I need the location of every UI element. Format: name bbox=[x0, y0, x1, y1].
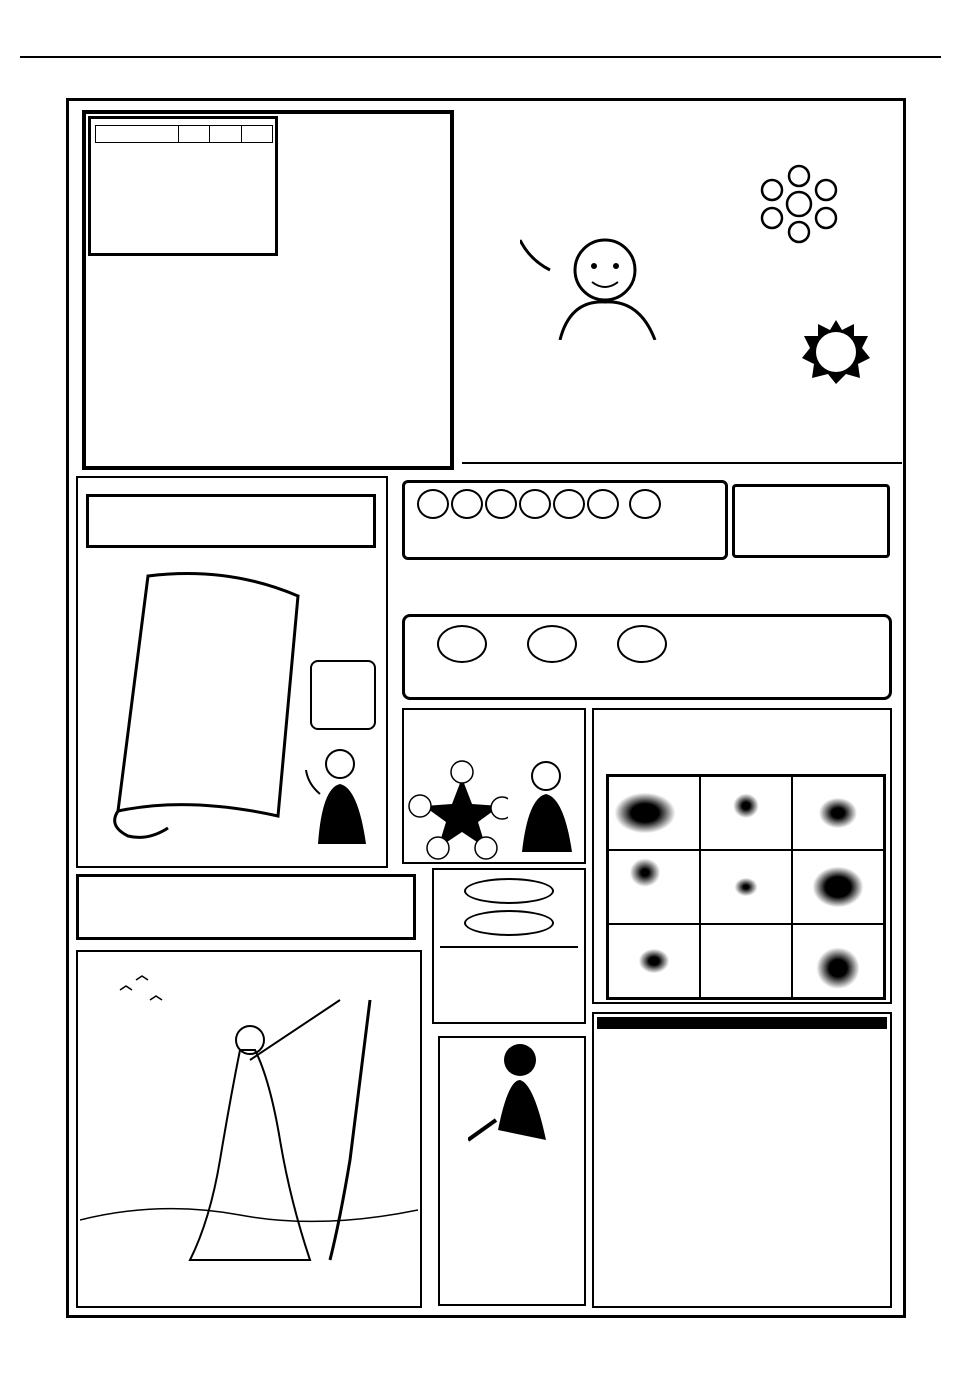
prediction-numbers bbox=[417, 489, 725, 519]
prediction-number bbox=[519, 489, 551, 519]
prediction-box bbox=[402, 480, 728, 560]
boy-send-illustration bbox=[510, 756, 582, 856]
double-option bbox=[464, 910, 554, 936]
left-dice-border bbox=[28, 96, 54, 1321]
this-period-panel bbox=[432, 868, 586, 1024]
bottom-dice-border bbox=[28, 1325, 938, 1349]
riddle-cell bbox=[792, 924, 884, 998]
boy-small-illustration bbox=[300, 744, 380, 854]
header-rule bbox=[20, 56, 941, 58]
prediction-number bbox=[587, 489, 619, 519]
poem-tag-box bbox=[310, 660, 376, 730]
prediction-number bbox=[451, 489, 483, 519]
bless-banner bbox=[440, 946, 578, 948]
trend-table bbox=[95, 125, 273, 143]
masthead-rule bbox=[462, 462, 902, 464]
top-dice-border bbox=[28, 64, 938, 88]
riddle-cell bbox=[792, 776, 884, 850]
trend-header-provide bbox=[241, 126, 272, 143]
trend-header-route bbox=[96, 126, 179, 143]
riddle-cell bbox=[700, 776, 792, 850]
prediction-number bbox=[553, 489, 585, 519]
recommend-number bbox=[437, 625, 487, 663]
boy-illustration bbox=[520, 230, 690, 340]
star-diagram bbox=[408, 760, 508, 860]
recommend-number bbox=[617, 625, 667, 663]
riddle-cell bbox=[608, 924, 700, 998]
poem-title-box bbox=[86, 494, 376, 548]
prediction-number bbox=[485, 489, 517, 519]
riddle-cell bbox=[700, 850, 792, 924]
next-draw-box bbox=[732, 484, 890, 558]
prediction-number bbox=[417, 489, 449, 519]
boy-verse-illustration bbox=[468, 1040, 558, 1150]
fortune-illustration bbox=[80, 960, 418, 1300]
trend-header-strong bbox=[179, 126, 210, 143]
recommend-number bbox=[527, 625, 577, 663]
trend-table-box bbox=[88, 116, 278, 256]
riddle-cell bbox=[792, 850, 884, 924]
scroll-illustration bbox=[108, 566, 308, 846]
results-panel bbox=[592, 1012, 892, 1308]
special-number bbox=[629, 489, 661, 519]
riddle-cell bbox=[608, 850, 700, 924]
fortune-title-box bbox=[76, 874, 416, 940]
results-title bbox=[597, 1017, 887, 1029]
right-dice-border bbox=[916, 96, 942, 1321]
riddle-cell bbox=[608, 776, 700, 850]
recommend-box bbox=[402, 614, 892, 700]
issue-badge bbox=[800, 318, 872, 384]
riddle-cell bbox=[700, 924, 792, 998]
six-circles-logo bbox=[752, 164, 846, 244]
big-option bbox=[464, 878, 554, 904]
trend-header-weak bbox=[210, 126, 241, 143]
riddle-image-grid bbox=[606, 774, 886, 1000]
